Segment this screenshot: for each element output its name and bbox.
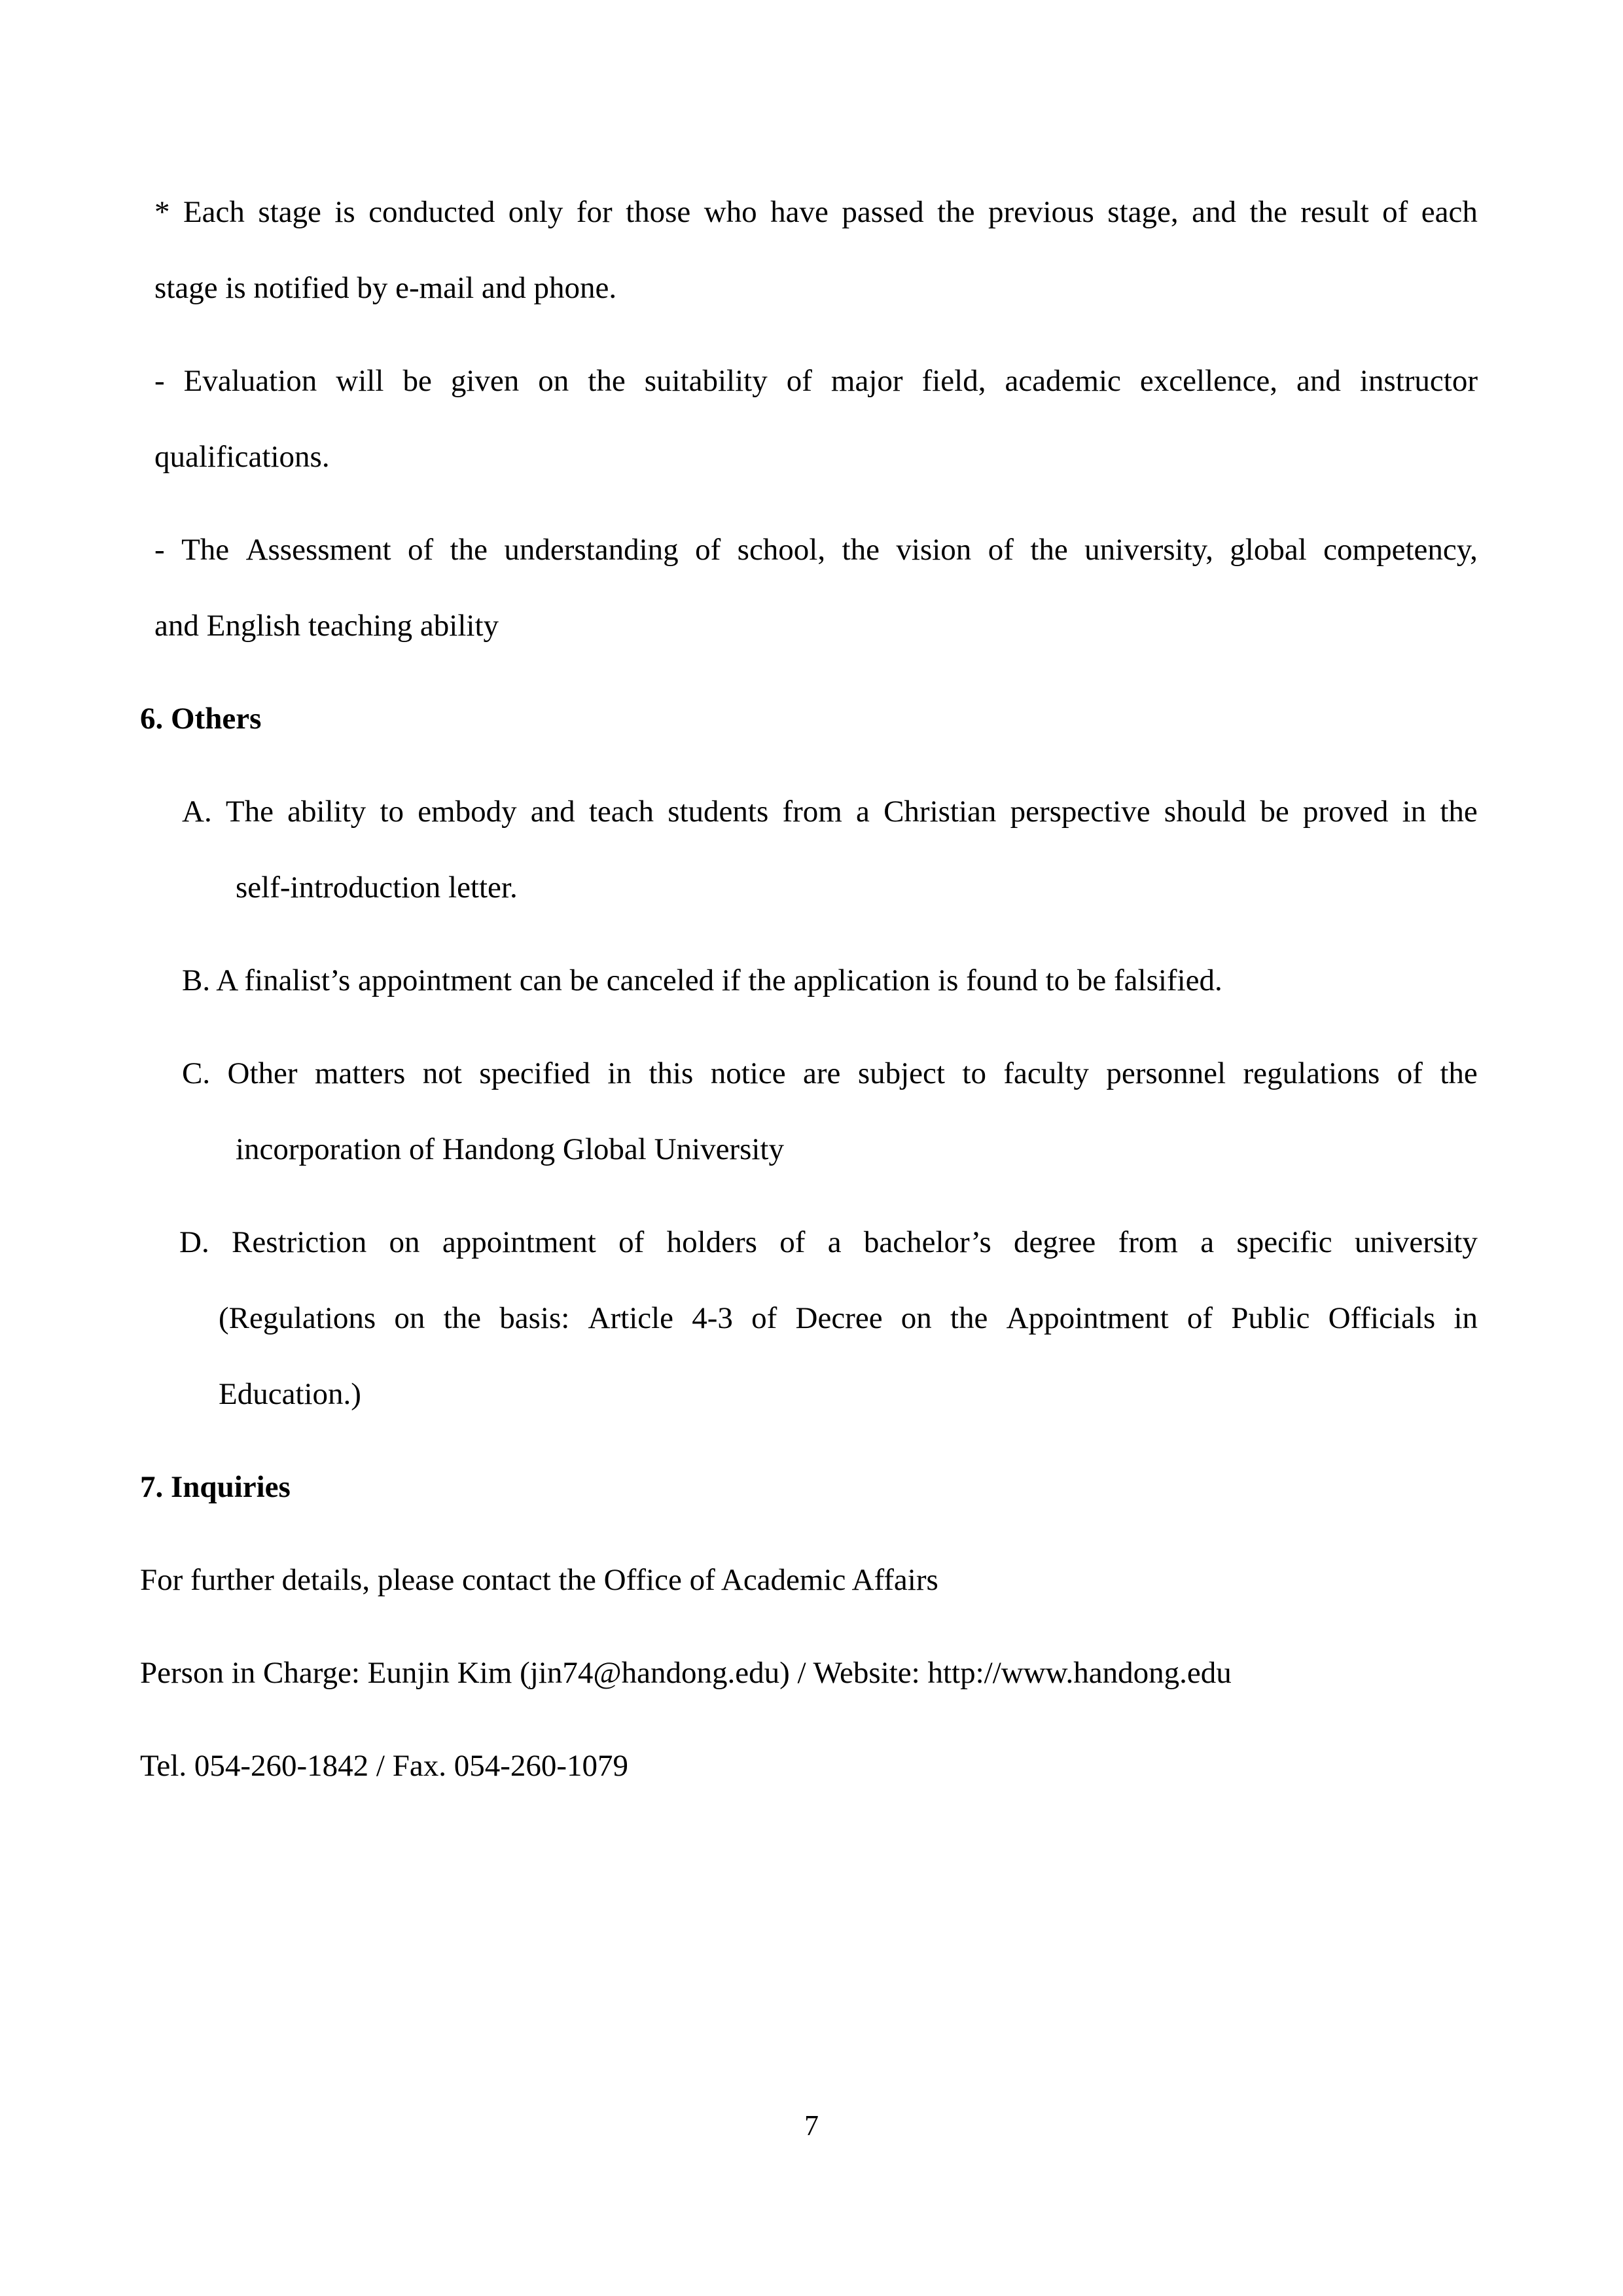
word: conducted xyxy=(368,195,495,229)
word: embody xyxy=(418,795,517,829)
word: a xyxy=(1200,1225,1215,1259)
word: Appointment xyxy=(1006,1301,1169,1335)
word: to xyxy=(380,795,404,829)
word: regulations xyxy=(1243,1056,1380,1090)
word: Other xyxy=(227,1056,298,1090)
word: faculty xyxy=(1003,1056,1089,1090)
word: academic xyxy=(1005,364,1121,398)
others-item-b: B. A finalist’s appointment can be canceled if the application is found to be falsified. xyxy=(182,963,1222,997)
evaluation-note-line-2: qualifications. xyxy=(154,440,330,474)
word: specified xyxy=(479,1056,590,1090)
word: the xyxy=(1249,195,1287,229)
word: * xyxy=(154,195,170,229)
word: vision xyxy=(896,533,972,567)
word: of xyxy=(779,1225,806,1259)
word: Public xyxy=(1231,1301,1310,1335)
word: from xyxy=(1118,1225,1178,1259)
word: The xyxy=(225,795,274,829)
word: Each xyxy=(183,195,245,229)
word: 4-3 xyxy=(692,1301,733,1335)
word: perspective xyxy=(1010,795,1150,829)
word: the xyxy=(588,364,626,398)
word: basis: xyxy=(499,1301,570,1335)
word: of xyxy=(618,1225,645,1259)
word: the xyxy=(937,195,975,229)
word: and xyxy=(1192,195,1236,229)
word: students xyxy=(668,795,769,829)
others-item-c-line-2: incorporation of Handong Global University xyxy=(236,1132,784,1166)
others-item-d-line-2 xyxy=(219,1300,1478,1336)
word: - xyxy=(154,364,165,398)
word: the xyxy=(1440,795,1478,829)
word: in xyxy=(1454,1301,1478,1335)
inquiries-contact-line: For further details, please contact the Office of Academic Affairs xyxy=(140,1563,938,1597)
assessment-note-line-2: and English teaching ability xyxy=(154,609,499,643)
word: this xyxy=(649,1056,694,1090)
word: stage xyxy=(258,195,321,229)
word: should xyxy=(1164,795,1247,829)
assessment-note-line-1 xyxy=(154,531,1478,568)
word: specific xyxy=(1236,1225,1332,1259)
word: school, xyxy=(737,533,826,567)
word: each xyxy=(1421,195,1478,229)
word: from xyxy=(782,795,842,829)
word: is xyxy=(334,195,355,229)
word: (Regulations xyxy=(219,1301,376,1335)
word: ability xyxy=(287,795,366,829)
word: a xyxy=(827,1225,842,1259)
word: excellence, xyxy=(1139,364,1277,398)
word: the xyxy=(842,533,880,567)
page-number: 7 xyxy=(804,2109,819,2142)
word: field, xyxy=(921,364,986,398)
word: instructor xyxy=(1359,364,1478,398)
word: of xyxy=(1382,195,1408,229)
word: will xyxy=(336,364,384,398)
word: of xyxy=(751,1301,777,1335)
word: given xyxy=(450,364,520,398)
word: proved xyxy=(1302,795,1389,829)
word: bachelor’s xyxy=(863,1225,991,1259)
word: of xyxy=(407,533,434,567)
word: not xyxy=(422,1056,462,1090)
word: in xyxy=(1402,795,1427,829)
word: on xyxy=(389,1225,420,1259)
word: university, xyxy=(1084,533,1213,567)
inquiries-person-line: Person in Charge: Eunjin Kim (jin74@handong.edu) / Website: http://www.handong.edu xyxy=(140,1656,1232,1690)
evaluation-note-line-1 xyxy=(154,363,1478,399)
inquiries-phone-line: Tel. 054-260-1842 / Fax. 054-260-1079 xyxy=(140,1749,629,1783)
word: of xyxy=(695,533,721,567)
word: be xyxy=(402,364,432,398)
stage-note-line-1 xyxy=(154,194,1478,230)
word: personnel xyxy=(1106,1056,1226,1090)
word: C. xyxy=(182,1056,211,1090)
word: suitability xyxy=(644,364,768,398)
word: and xyxy=(530,795,575,829)
word: be xyxy=(1260,795,1289,829)
word: of xyxy=(1186,1301,1213,1335)
word: Assessment xyxy=(245,533,391,567)
word: The xyxy=(181,533,230,567)
word: D. xyxy=(179,1225,209,1259)
word: Article xyxy=(588,1301,674,1335)
word: the xyxy=(443,1301,482,1335)
word: those xyxy=(626,195,691,229)
word: passed xyxy=(842,195,924,229)
word: - xyxy=(154,533,165,567)
word: on xyxy=(901,1301,932,1335)
word: are xyxy=(803,1056,841,1090)
word: and xyxy=(1296,364,1341,398)
word: Christian xyxy=(883,795,997,829)
word: of xyxy=(988,533,1014,567)
word: on xyxy=(394,1301,425,1335)
word: degree xyxy=(1014,1225,1096,1259)
word: the xyxy=(1440,1056,1478,1090)
word: understanding xyxy=(504,533,679,567)
word: Restriction xyxy=(232,1225,367,1259)
word: the xyxy=(450,533,488,567)
word: competency, xyxy=(1323,533,1478,567)
word: have xyxy=(770,195,829,229)
others-heading: 6. Others xyxy=(140,702,262,736)
word: of xyxy=(786,364,812,398)
word: global xyxy=(1230,533,1307,567)
stage-note-line-2: stage is notified by e-mail and phone. xyxy=(154,271,617,305)
word: on xyxy=(538,364,569,398)
inquiries-heading: 7. Inquiries xyxy=(140,1470,291,1504)
word: matters xyxy=(315,1056,406,1090)
word: only xyxy=(508,195,563,229)
word: Officials xyxy=(1328,1301,1436,1335)
word: A. xyxy=(182,795,212,829)
word: stage, xyxy=(1107,195,1179,229)
word: appointment xyxy=(442,1225,596,1259)
word: to xyxy=(962,1056,986,1090)
word: the xyxy=(950,1301,988,1335)
word: major xyxy=(830,364,903,398)
word: who xyxy=(704,195,757,229)
word: previous xyxy=(988,195,1094,229)
word: subject xyxy=(857,1056,945,1090)
others-item-a-line-1 xyxy=(182,793,1478,830)
word: teach xyxy=(588,795,654,829)
others-item-c-line-1 xyxy=(182,1055,1478,1092)
word: a xyxy=(856,795,870,829)
others-item-d-line-3: Education.) xyxy=(219,1377,361,1411)
word: Decree xyxy=(795,1301,883,1335)
word: university xyxy=(1354,1225,1478,1259)
word: Evaluation xyxy=(183,364,317,398)
word: for xyxy=(576,195,613,229)
word: holders xyxy=(666,1225,757,1259)
others-item-a-line-2: self-introduction letter. xyxy=(236,870,518,905)
others-item-d-line-1 xyxy=(179,1224,1478,1261)
word: notice xyxy=(710,1056,786,1090)
word: of xyxy=(1397,1056,1423,1090)
word: the xyxy=(1030,533,1068,567)
word: result xyxy=(1300,195,1369,229)
word: in xyxy=(607,1056,632,1090)
